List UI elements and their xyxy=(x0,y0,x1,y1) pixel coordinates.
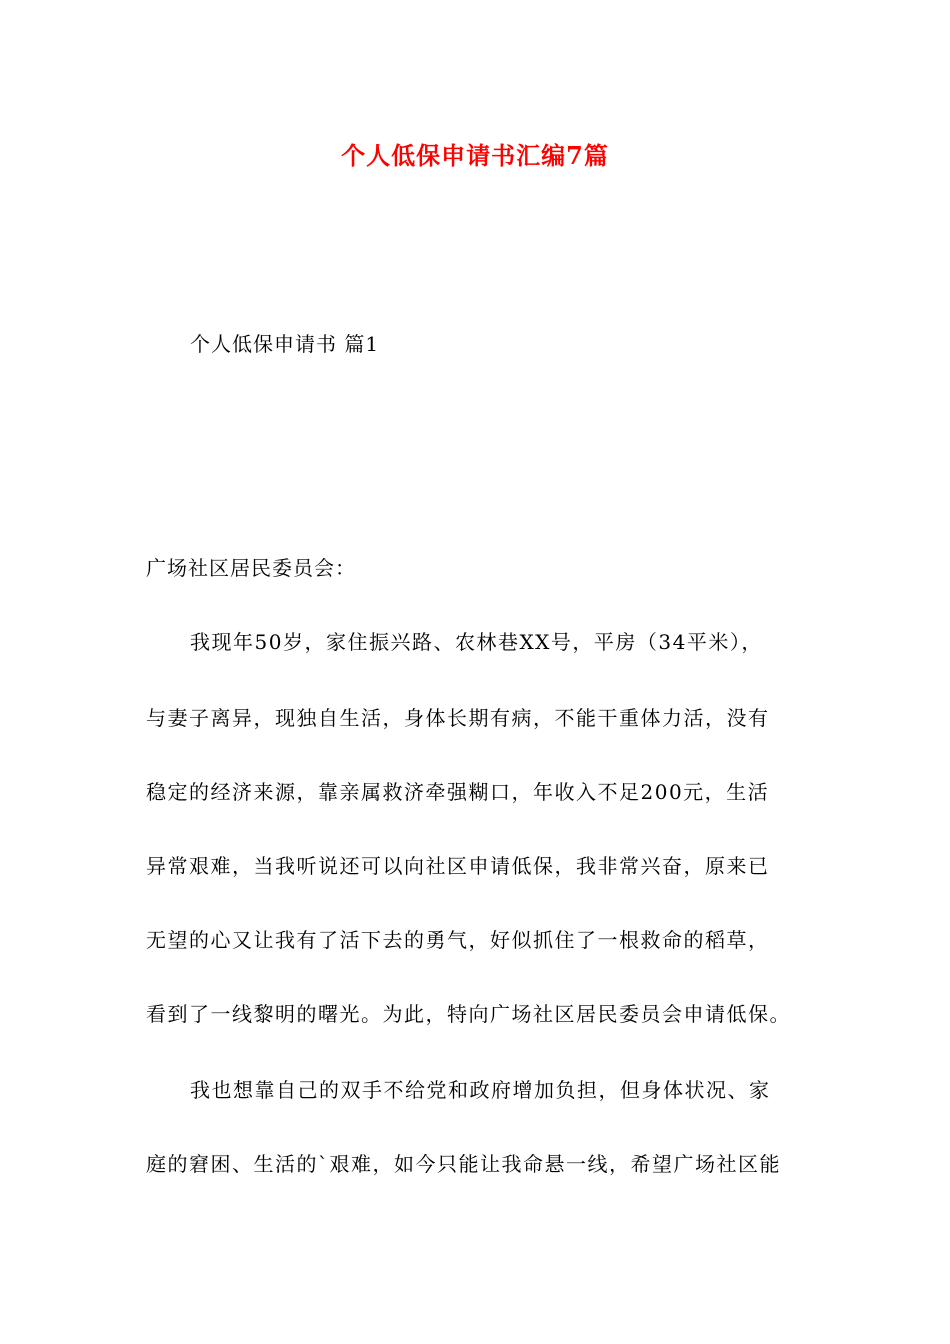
salutation: 广场社区居民委员会： xyxy=(146,556,356,580)
paragraph-line: 无望的心又让我有了活下去的勇气，好似抓住了一根救命的稻草， xyxy=(146,928,770,952)
section-heading: 个人低保申请书 篇1 xyxy=(190,332,380,356)
paragraph-line: 与妻子离异，现独自生活，身体长期有病，不能干重体力活，没有 xyxy=(146,706,770,730)
paragraph-line: 我也想靠自己的双手不给党和政府增加负担，但身体状况、家 xyxy=(190,1078,771,1102)
paragraph-line: 异常艰难，当我听说还可以向社区申请低保，我非常兴奋，原来已 xyxy=(146,854,770,878)
paragraph-line: 看到了一线黎明的曙光。为此，特向广场社区居民委员会申请低保。 xyxy=(146,1002,791,1026)
document-title: 个人低保申请书汇编7篇 xyxy=(341,141,609,170)
paragraph-line: 稳定的经济来源，靠亲属救济牵强糊口，年收入不足200元，生活 xyxy=(146,780,770,804)
paragraph-line: 我现年50岁，家住振兴路、农林巷XX号，平房（34平米）， xyxy=(190,630,763,654)
paragraph-line: 庭的窘困、生活的`艰难，如今只能让我命悬一线，希望广场社区能 xyxy=(146,1152,781,1176)
